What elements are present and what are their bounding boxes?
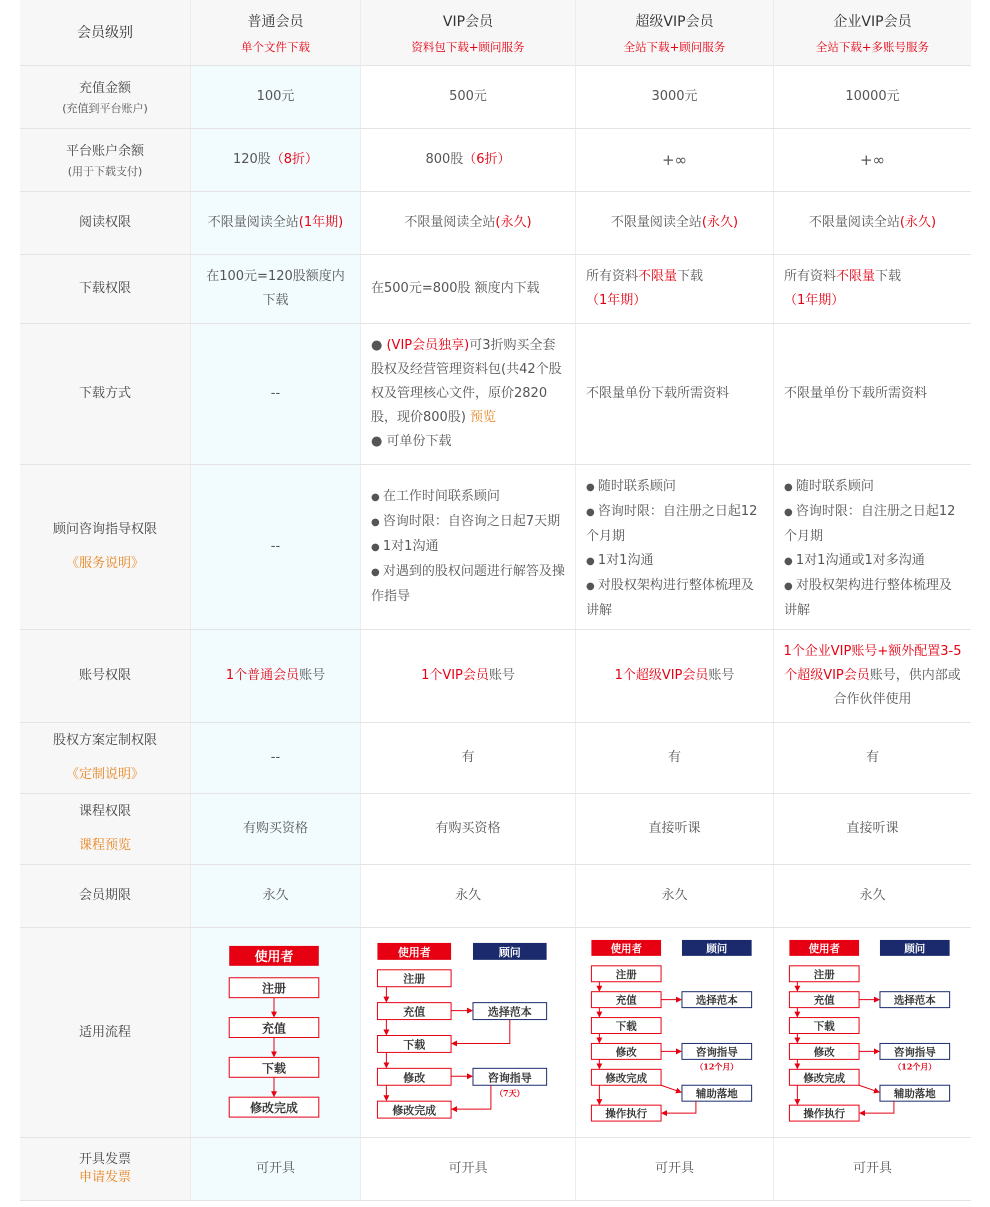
row-label-text: 阅读权限	[78, 215, 131, 230]
balance-row	[20, 129, 971, 192]
value-cell	[575, 465, 773, 629]
list-item: ● 咨询时限：自注册之日起12个月期	[586, 500, 763, 549]
package-text: 可3折购买全套股权及经营管理资料包(共42个股权及管理核心文件，原价2820股，现价800股)	[371, 338, 562, 425]
value-text: 可开具	[448, 1161, 488, 1176]
list-item: ● 1对1沟通或1对多沟通	[784, 549, 961, 574]
execute-label: 操作执行	[802, 1108, 845, 1121]
value-text: 永久	[262, 888, 289, 903]
vip-exclusive-tag: (VIP会员独享)	[386, 338, 470, 353]
recharge-row	[20, 66, 971, 129]
term-text: (永久)	[495, 215, 532, 230]
value-text	[782, 640, 963, 712]
recharge-label: 充值	[615, 994, 637, 1007]
value-text	[233, 148, 318, 172]
account-rest: 账号，供内部或合作伙伴使用	[833, 668, 961, 707]
download-label: 下载	[261, 1061, 286, 1076]
custom-description-link[interactable]: 《定制说明》	[65, 767, 144, 782]
modify-label: 修改	[615, 1046, 637, 1059]
invoice-row	[20, 1138, 971, 1201]
header-label-text: 会员级别	[77, 24, 133, 41]
value-cell	[575, 255, 773, 323]
value-cell	[360, 255, 575, 323]
row-label-note: (充值到平台账户)	[62, 102, 148, 115]
tier-name: VIP会员	[442, 13, 494, 30]
account-red: 1个普通会员	[225, 668, 300, 683]
value-text: 有	[865, 750, 879, 765]
row-label	[20, 465, 190, 629]
recharge-label: 充值	[813, 994, 835, 1007]
row-label-text: 顾问咨询指导权限	[52, 522, 157, 537]
value-cell	[575, 794, 773, 864]
dl-b: 不限量	[836, 269, 876, 284]
header-row	[20, 0, 971, 66]
row-label-text: 下载方式	[78, 386, 131, 401]
list-item: ● 1对1沟通	[371, 535, 565, 560]
tier-sub: 全站下载+多账号服务	[815, 39, 930, 54]
list-item: ● 咨询时限：自注册之日起12个月期	[784, 500, 961, 549]
value-text: 有	[461, 750, 475, 765]
value-text: 有购买资格	[242, 821, 308, 836]
read-main: 不限量阅读全站	[610, 215, 702, 230]
register-label: 注册	[615, 968, 637, 981]
flow-arrow	[452, 1020, 510, 1044]
consult-guide-label: 咨询指导	[893, 1046, 936, 1059]
user-label: 使用者	[808, 942, 840, 955]
dl-c: 下载	[677, 269, 704, 284]
single-download-item: ● 可单份下载	[371, 434, 452, 449]
value-cell	[190, 794, 360, 864]
value-cell	[773, 1138, 971, 1200]
tier-vip-header	[360, 0, 575, 65]
vip-package-item: ● (VIP会员独享)可3折购买全套股权及经营管理资料包(共42个股权及管理核心文件，原价2820股，现价800股) 预览	[371, 338, 562, 425]
read-main: 不限量阅读全站	[207, 215, 299, 230]
row-label	[20, 66, 190, 128]
months-note: （12个月）	[892, 1062, 936, 1072]
value-cell	[190, 255, 360, 323]
flow-diagram-super-vip	[575, 928, 773, 1137]
course-preview-link[interactable]: 课程预览	[78, 838, 131, 853]
consult-list	[586, 475, 763, 623]
user-label: 使用者	[254, 949, 293, 965]
value-cell	[360, 66, 575, 128]
value-cell	[575, 66, 773, 128]
value-text: 有	[667, 750, 681, 765]
value-cell	[773, 66, 971, 128]
row-label-text: 开具发票	[78, 1152, 131, 1167]
modify-label: 修改	[813, 1046, 835, 1059]
read-main: 不限量阅读全站	[808, 215, 900, 230]
value-text: 3000元	[651, 89, 698, 104]
value-cell	[575, 865, 773, 927]
tier-super-vip-header	[575, 0, 773, 65]
value-cell	[190, 723, 360, 793]
value-text: 永久	[661, 888, 688, 903]
assist-label: 辅助落地	[695, 1088, 738, 1101]
dl-b: 不限量	[638, 269, 678, 284]
list-item: ● 在工作时间联系顾问	[371, 485, 565, 510]
value-text: --	[270, 750, 281, 765]
infinity-text: +∞	[661, 151, 688, 169]
row-label-text: 会员期限	[78, 888, 131, 903]
account-red: 1个超级VIP会员	[614, 668, 709, 683]
value-text	[425, 148, 510, 172]
tier-regular-header	[190, 0, 360, 65]
value-cell	[360, 794, 575, 864]
period-row	[20, 865, 971, 928]
flow-arrow	[859, 1085, 879, 1092]
value-text	[586, 265, 763, 313]
preview-link[interactable]: 预览	[470, 410, 497, 425]
value-text	[784, 265, 961, 313]
download-label: 下载	[813, 1020, 835, 1033]
row-label-text: 充值金额	[78, 81, 131, 96]
value-text: 在500元=800股 额度内下载	[371, 281, 540, 296]
empty-dash: --	[270, 539, 281, 554]
value-cell	[190, 865, 360, 927]
flow-svg	[774, 928, 972, 1137]
value-cell	[360, 192, 575, 254]
row-label-text: 平台账户余额	[65, 144, 144, 159]
account-red: 1个企业VIP账号+额外配置3-5个超级VIP会员	[783, 644, 962, 683]
consult-guide-label: 咨询指导	[695, 1046, 738, 1059]
advisor-label: 顾问	[498, 945, 521, 959]
course-row	[20, 794, 971, 865]
flow-diagram-regular	[190, 928, 360, 1137]
tier-name: 普通会员	[247, 13, 304, 30]
value-cell	[773, 324, 971, 464]
membership-comparison-table	[20, 0, 971, 1201]
value-cell	[360, 465, 575, 629]
value-text	[226, 664, 325, 688]
modify-done-label: 修改完成	[391, 1104, 436, 1118]
single-download-text: 可单份下载	[386, 434, 452, 449]
user-label: 使用者	[610, 942, 642, 955]
choose-template-label: 选择范本	[487, 1005, 532, 1019]
value-cell	[773, 192, 971, 254]
value-cell	[773, 865, 971, 927]
value-cell	[190, 1138, 360, 1200]
assist-label: 辅助落地	[893, 1088, 936, 1101]
value-text: 永久	[454, 888, 481, 903]
tier-enterprise-vip-header	[773, 0, 971, 65]
value-cell	[190, 324, 360, 464]
register-label: 注册	[402, 972, 425, 986]
row-label	[20, 129, 190, 191]
user-label: 使用者	[397, 945, 431, 959]
recharge-label: 充值	[402, 1005, 425, 1019]
value-cell	[773, 255, 971, 323]
recharge-label: 充值	[261, 1021, 286, 1036]
list-item: ● 对股权架构进行整体梳理及讲解	[586, 574, 763, 623]
dl-a: 所有资料	[784, 269, 837, 284]
value-text: 不限量单份下载所需资料	[784, 386, 928, 401]
account-rest: 账号	[299, 668, 326, 683]
days-note: （7天）	[494, 1089, 525, 1099]
row-label	[20, 324, 190, 464]
dl-a: 所有资料	[586, 269, 639, 284]
value-text: 直接听课	[648, 821, 701, 836]
flow-arrow	[452, 1085, 491, 1109]
value-text: 可开具	[852, 1161, 892, 1176]
account-red: 1个VIP会员	[421, 668, 489, 683]
value-cell	[773, 129, 971, 191]
flow-svg	[576, 928, 774, 1137]
value-text: 500元	[449, 89, 487, 104]
list-item: ● 1对1沟通	[586, 549, 763, 574]
value-cell	[575, 1138, 773, 1200]
flow-svg	[191, 928, 361, 1137]
register-label: 注册	[813, 968, 835, 981]
list-item: ● 对股权架构进行整体梳理及讲解	[784, 574, 961, 623]
tier-name: 企业VIP会员	[833, 13, 912, 30]
modify-done-label: 修改完成	[249, 1101, 298, 1116]
value-cell	[360, 129, 575, 191]
value-text: 不限量单份下载所需资料	[586, 386, 730, 401]
row-label	[20, 1138, 190, 1200]
modify-done-label: 修改完成	[604, 1072, 647, 1085]
value-cell	[773, 794, 971, 864]
execute-label: 操作执行	[604, 1108, 647, 1121]
tier-sub: 资料包下载+顾问服务	[411, 39, 525, 54]
row-label	[20, 630, 190, 722]
row-label-text: 课程权限	[78, 804, 131, 819]
value-text: 永久	[859, 888, 886, 903]
header-label	[20, 0, 190, 65]
row-label-note: (用于下载支付)	[67, 165, 143, 178]
discount-text: （8折）	[270, 152, 319, 167]
list-item: ● 对遇到的股权问题进行解答及操作指导	[371, 560, 565, 609]
consult-guide-label: 咨询指导	[487, 1071, 532, 1085]
account-rest: 账号	[488, 668, 515, 683]
download-permission-row	[20, 255, 971, 324]
value-text	[208, 211, 343, 235]
dl-c: 下载	[875, 269, 902, 284]
value-text	[421, 664, 515, 688]
list-item: ● 随时联系顾问	[784, 475, 961, 500]
value-cell	[360, 1138, 575, 1200]
flow-diagram-enterprise	[773, 928, 971, 1137]
choose-template-label: 选择范本	[893, 994, 936, 1007]
row-label-text: 适用流程	[78, 1024, 131, 1040]
value-text	[615, 664, 735, 688]
flow-arrow	[662, 1101, 696, 1113]
row-label	[20, 794, 190, 864]
flow-arrow	[661, 1085, 681, 1092]
row-label	[20, 723, 190, 793]
row-label-text: 账号权限	[78, 668, 131, 683]
list-item: ● 咨询时限：自咨询之日起7天期	[371, 510, 565, 535]
tier-sub: 单个文件下载	[241, 39, 310, 54]
tier-sub: 全站下载+顾问服务	[623, 39, 726, 54]
consult-list	[371, 485, 565, 609]
tier-name: 超级VIP会员	[635, 13, 714, 30]
value-cell	[190, 465, 360, 629]
value-cell	[360, 865, 575, 927]
apply-invoice-link[interactable]: 申请发票	[78, 1170, 131, 1185]
service-description-link[interactable]: 《服务说明》	[65, 556, 144, 571]
row-label	[20, 255, 190, 323]
equity-plan-row	[20, 723, 971, 794]
advisor-label: 顾问	[903, 942, 925, 955]
value-text	[809, 211, 936, 235]
value-cell	[773, 723, 971, 793]
value-text: 有购买资格	[435, 821, 501, 836]
row-label	[20, 192, 190, 254]
row-label-text: 股权方案定制权限	[52, 733, 157, 748]
value-cell	[190, 66, 360, 128]
row-label-text: 下载权限	[78, 281, 131, 296]
choose-template-label: 选择范本	[695, 994, 738, 1007]
value-cell	[190, 192, 360, 254]
read-main: 不限量阅读全站	[404, 215, 496, 230]
flow-svg	[361, 928, 576, 1137]
term-text: (1年期)	[298, 215, 344, 230]
months-note: （12个月）	[694, 1062, 738, 1072]
value-cell	[773, 630, 971, 722]
infinity-text: +∞	[859, 151, 886, 169]
balance-main: 120股	[232, 152, 271, 167]
flow-diagram-vip	[360, 928, 575, 1137]
value-cell	[575, 129, 773, 191]
flow-row	[20, 928, 971, 1138]
empty-dash: --	[270, 386, 281, 401]
value-cell	[575, 192, 773, 254]
list-item: ● 随时联系顾问	[586, 475, 763, 500]
value-text: 直接听课	[846, 821, 899, 836]
dl-d: （1年期）	[586, 293, 647, 308]
value-text: 可开具	[255, 1161, 295, 1176]
read-permission-row	[20, 192, 971, 255]
value-text	[611, 211, 738, 235]
balance-main: 800股	[425, 152, 464, 167]
modify-done-label: 修改完成	[802, 1072, 845, 1085]
discount-text: （6折）	[463, 152, 511, 167]
modify-label: 修改	[402, 1071, 425, 1085]
download-method-row	[20, 324, 971, 465]
consult-row	[20, 465, 971, 630]
term-text: (永久)	[701, 215, 739, 230]
value-text: 100元	[256, 89, 295, 104]
account-rest: 账号	[708, 668, 735, 683]
register-label: 注册	[261, 981, 286, 996]
value-cell	[190, 129, 360, 191]
value-cell	[360, 630, 575, 722]
download-label: 下载	[402, 1038, 425, 1052]
value-text: 10000元	[845, 89, 900, 104]
account-row	[20, 630, 971, 723]
value-cell	[190, 630, 360, 722]
value-cell	[575, 324, 773, 464]
advisor-label: 顾问	[705, 942, 727, 955]
term-text: (永久)	[899, 215, 937, 230]
value-text: 可开具	[654, 1161, 694, 1176]
value-cell	[360, 324, 575, 464]
row-label	[20, 928, 190, 1137]
download-label: 下载	[615, 1020, 637, 1033]
dl-d: （1年期）	[784, 293, 845, 308]
consult-list	[784, 475, 961, 623]
value-cell	[773, 465, 971, 629]
flow-arrow	[860, 1101, 894, 1113]
value-cell	[360, 723, 575, 793]
value-cell	[575, 630, 773, 722]
row-label	[20, 865, 190, 927]
value-cell	[575, 723, 773, 793]
value-text: 在100元=120股额度内下载	[206, 269, 345, 308]
value-text	[404, 211, 531, 235]
